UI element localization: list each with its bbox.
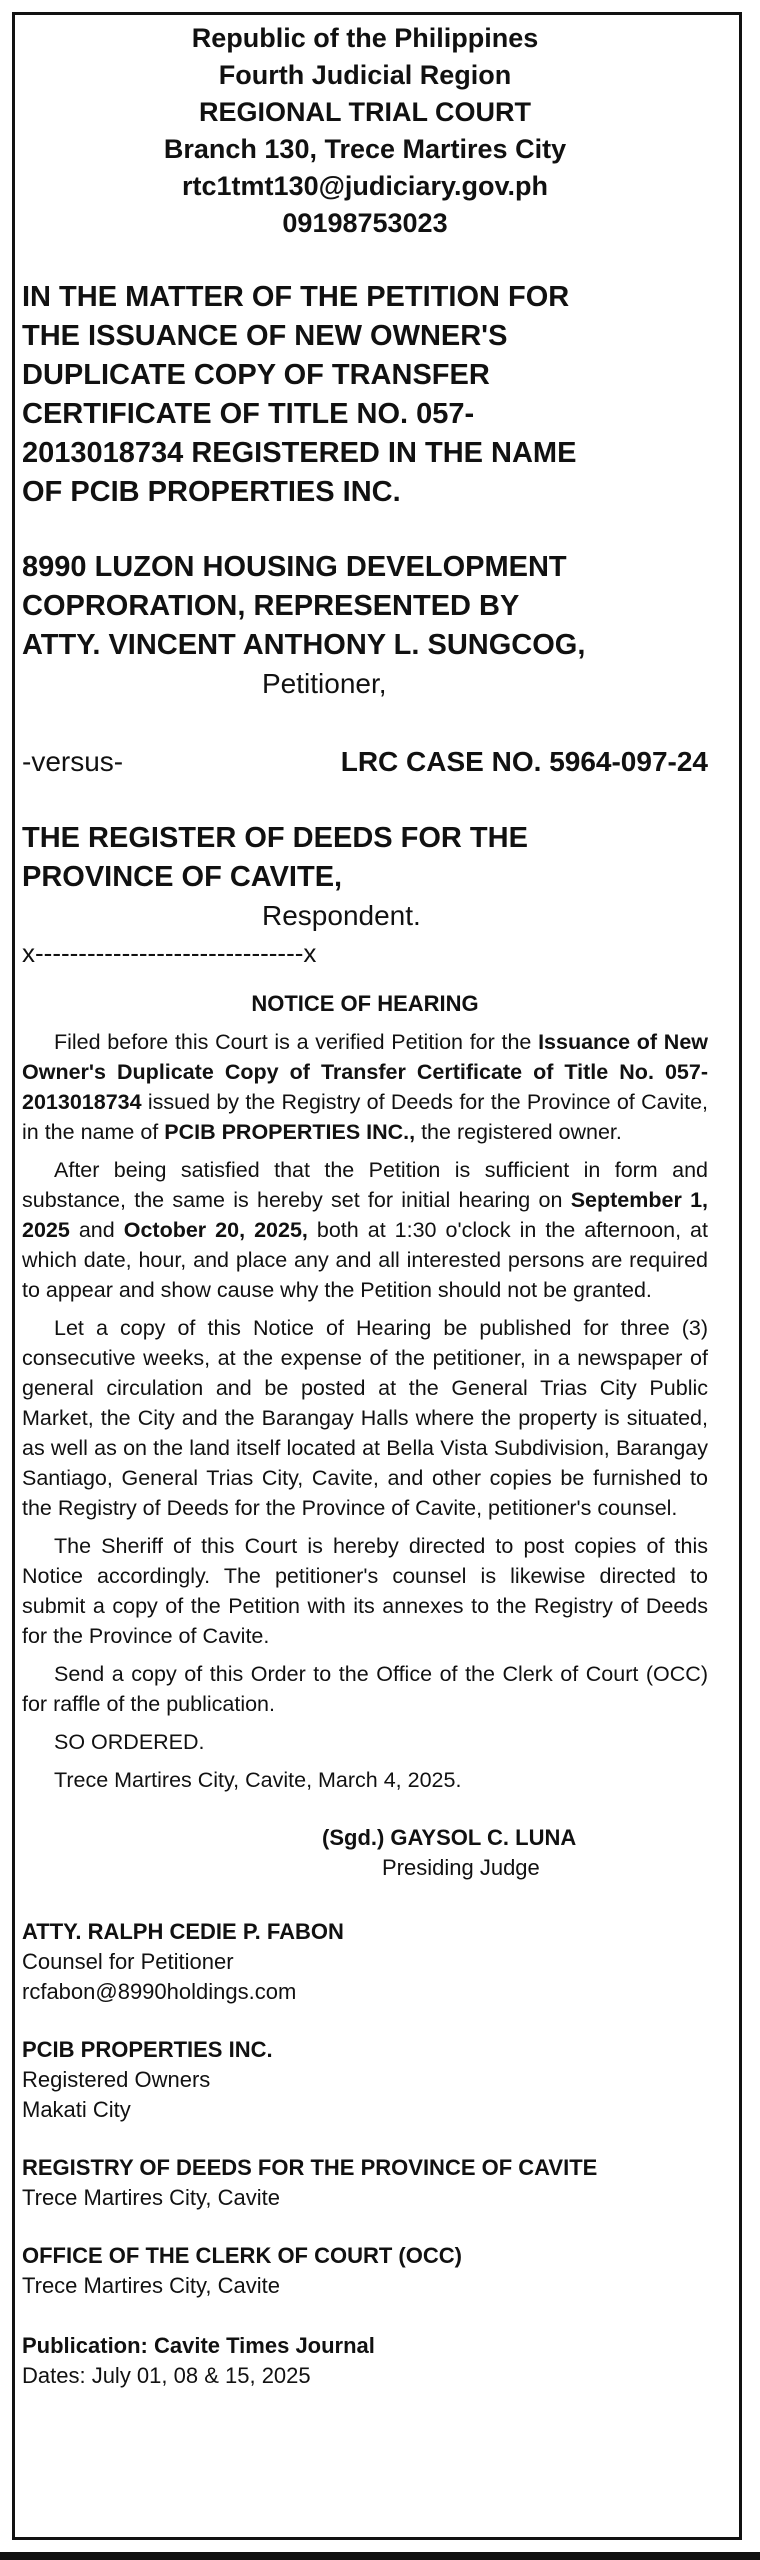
versus-row bbox=[22, 743, 708, 781]
notice-paragraph-4: The Sheriff of this Court is hereby directed to post copies of this Notice accordingly. The petitioner's counsel is likewise directed to submit a copy of the Petition with its annexes to the Registry of Deeds for the Province of Cavite. bbox=[22, 1534, 708, 1648]
notice-paragraph-3: Let a copy of this Notice of Hearing be published for three (3) consecutive weeks, at the expense of the petitioner, in a newspaper of general circulation and be posted at the General Trias City Public Market, the City and the Barangay Halls where the property is situated, as well as on the land itself located at Bella Vista Subdivision, Barangay Santiago, General Trias City, Cavite, and other copies be furnished to the Registry of Deeds for the Province of Cavite, petitioner's counsel. bbox=[22, 1316, 708, 1520]
header-line: Republic of the Philippines bbox=[191, 23, 539, 53]
judge-title: Presiding Judge bbox=[382, 1855, 540, 1880]
recipient-name: REGISTRY OF DEEDS FOR THE PROVINCE OF CAVITE bbox=[22, 2155, 598, 2180]
court-email: rtc1tmt130@judiciary.gov.ph bbox=[182, 171, 548, 201]
owner-name: PCIB PROPERTIES INC., bbox=[164, 1120, 416, 1144]
copy-furnished-occ bbox=[22, 2241, 708, 2301]
court-phone: 09198753023 bbox=[282, 208, 448, 238]
recipient-line: Trece Martires City, Cavite bbox=[22, 2273, 280, 2298]
hearing-date-2: October 20, 2025, bbox=[123, 1218, 308, 1242]
so-ordered: SO ORDERED. bbox=[54, 1730, 205, 1754]
notice-paragraph-5: Send a copy of this Order to the Office of the Clerk of Court (OCC) for raffle of the publication. bbox=[22, 1662, 708, 1716]
bottom-rule bbox=[0, 2552, 760, 2560]
petitioner-role: Petitioner, bbox=[262, 668, 387, 699]
notice-content bbox=[22, 20, 708, 2391]
hearing-date-1: September 1, 2025 bbox=[22, 1188, 708, 1242]
petitioner-line: COPRORATION, REPRESENTED BY bbox=[22, 590, 520, 622]
judge-name: (Sgd.) GAYSOL C. LUNA bbox=[322, 1825, 577, 1850]
header-line: REGIONAL TRIAL COURT bbox=[198, 97, 531, 127]
recipient-email: rcfabon@8990holdings.com bbox=[22, 1979, 297, 2004]
text-run: After being satisfied that the Petition is sufficient in form and substance, the same is hereby set for initial hearing on bbox=[22, 1158, 708, 1212]
court-header bbox=[22, 20, 708, 242]
caption-line: THE ISSUANCE OF NEW OWNER'S bbox=[22, 320, 508, 352]
text-run: both at 1:30 o'clock in the afternoon, at which date, hour, and place any and all interested persons are required to appear and show cause why the Petition should not be granted. bbox=[22, 1218, 708, 1302]
text-run: the registered owner. bbox=[415, 1120, 622, 1144]
signature-block bbox=[22, 1823, 708, 1883]
petitioner-block bbox=[22, 548, 708, 703]
respondent-role: Respondent. bbox=[262, 900, 421, 931]
recipient-line: Trece Martires City, Cavite bbox=[22, 2185, 280, 2210]
publication-dates: Dates: July 01, 08 & 15, 2025 bbox=[22, 2363, 311, 2388]
caption-line: DUPLICATE COPY OF TRANSFER bbox=[22, 359, 490, 391]
case-number: LRC CASE NO. 5964-097-24 bbox=[340, 746, 708, 777]
recipient-line: Makati City bbox=[22, 2097, 131, 2122]
respondent-line: THE REGISTER OF DEEDS FOR THE bbox=[22, 822, 528, 854]
caption-line: CERTIFICATE OF TITLE NO. 057- bbox=[22, 398, 475, 430]
notice-paragraph-1 bbox=[22, 1027, 708, 1147]
recipient-line: Counsel for Petitioner bbox=[22, 1949, 234, 1974]
publication-name: Publication: Cavite Times Journal bbox=[22, 2333, 375, 2358]
text-run: issued by the Registry of Deeds for the Province of Cavite, in the name of bbox=[22, 1090, 708, 1144]
text-run: Filed before this Court is a verified Petition for the bbox=[54, 1030, 539, 1054]
notice-title: NOTICE OF HEARING bbox=[251, 991, 479, 1016]
copy-furnished-owner bbox=[22, 2035, 708, 2125]
notice-paragraph-2 bbox=[22, 1155, 708, 1305]
petitioner-line: 8990 LUZON HOUSING DEVELOPMENT bbox=[22, 551, 567, 583]
recipient-name: ATTY. RALPH CEDIE P. FABON bbox=[22, 1919, 344, 1944]
publication-block bbox=[22, 2331, 708, 2391]
recipient-name: OFFICE OF THE CLERK OF COURT (OCC) bbox=[22, 2243, 462, 2268]
case-caption bbox=[22, 278, 708, 512]
respondent-line: PROVINCE OF CAVITE, bbox=[22, 861, 343, 893]
petitioner-line: ATTY. VINCENT ANTHONY L. SUNGCOG, bbox=[22, 629, 586, 661]
versus-label: -versus- bbox=[22, 746, 124, 777]
place-and-date: Trece Martires City, Cavite, March 4, 2025. bbox=[54, 1768, 462, 1792]
header-line: Branch 130, Trece Martires City bbox=[163, 134, 567, 164]
title-reference: Issuance of New Owner's Duplicate Copy of Transfer Certificate of Title No. 057-2013018734 bbox=[22, 1030, 709, 1114]
respondent-block bbox=[22, 819, 708, 935]
text-run: and bbox=[69, 1218, 124, 1242]
copy-furnished-registry bbox=[22, 2153, 708, 2213]
header-line: Fourth Judicial Region bbox=[218, 60, 512, 90]
caption-separator: x-------------------------------x bbox=[22, 938, 317, 968]
recipient-line: Registered Owners bbox=[22, 2067, 211, 2092]
caption-line: OF PCIB PROPERTIES INC. bbox=[22, 476, 401, 508]
copy-furnished-counsel bbox=[22, 1917, 708, 2007]
caption-line: 2013018734 REGISTERED IN THE NAME bbox=[22, 437, 577, 469]
caption-line: IN THE MATTER OF THE PETITION FOR bbox=[22, 281, 570, 313]
recipient-name: PCIB PROPERTIES INC. bbox=[22, 2037, 273, 2062]
